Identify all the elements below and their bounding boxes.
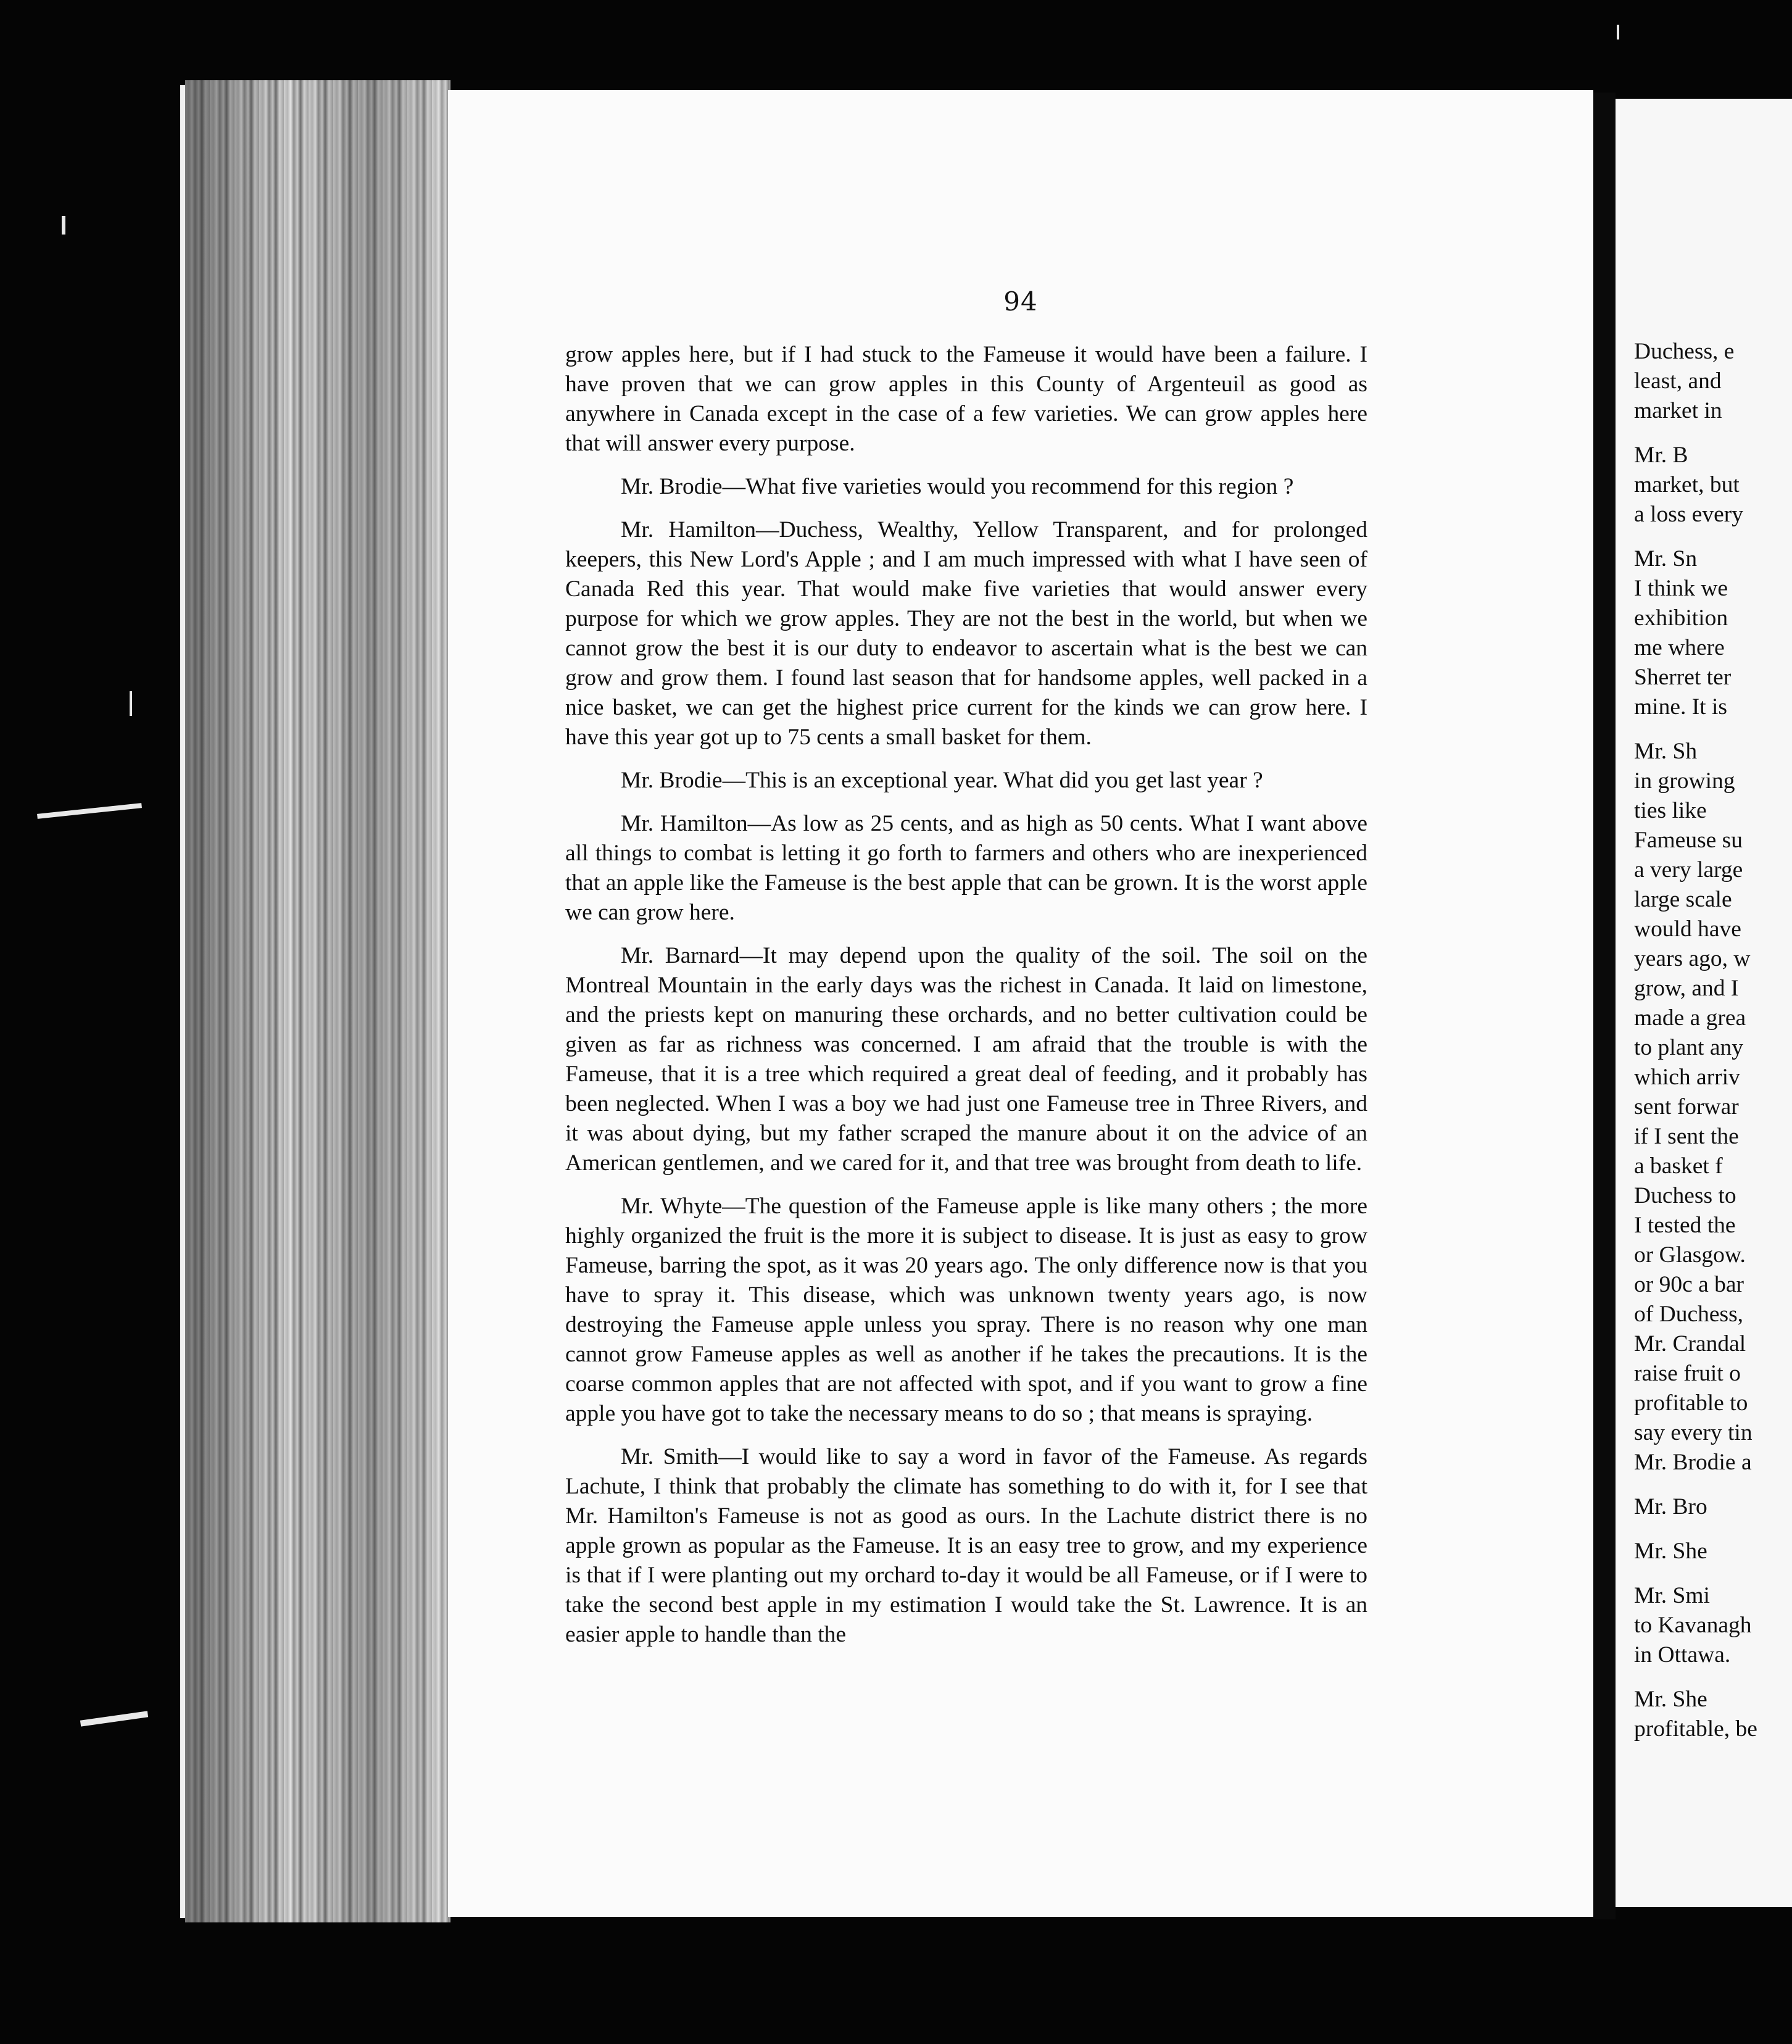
adjacent-page-line: Mr. B [1634, 442, 1688, 468]
adjacent-page-line: profitable, be [1634, 1716, 1757, 1742]
adjacent-page-line: Fameuse su [1634, 828, 1743, 853]
book-page-edges [185, 80, 450, 1922]
adjacent-page-line: to plant any [1634, 1035, 1744, 1060]
adjacent-page-line: if I sent the [1634, 1124, 1739, 1149]
adjacent-page-line: Mr. Sn [1634, 546, 1698, 571]
adjacent-page-line: a loss every [1634, 502, 1744, 527]
adjacent-page-line: Mr. Smi [1634, 1583, 1710, 1608]
adjacent-page-line: ties like [1634, 798, 1707, 823]
book-page [448, 90, 1593, 1917]
adjacent-page-line: to Kavanagh [1634, 1613, 1752, 1638]
paragraph: Mr. Whyte—The question of the Fameuse apple is like many others ; the more highly organized the fruit is the more it is subject to disease. It is just as easy to grow Fameuse, barring the spot, as it was 20 years ago. The only difference now is that you have to spray it. This disease, which was unknown twenty years ago, is now destroying the Fameuse apple unless you spray. There is no reason why one man cannot grow Fameuse apples as well as another if he takes the precautions. It is the coarse common apples that are not affected with spot, and if you want to grow a fine apple you have got to take the necessary means to do so ; that means is spraying. [565, 1194, 1367, 1426]
adjacent-page-line: sent forwar [1634, 1094, 1739, 1120]
adjacent-page-line: years ago, w [1634, 946, 1751, 971]
adjacent-page-line: exhibition [1634, 605, 1728, 631]
line-gap [1634, 722, 1792, 737]
adjacent-page-line: Mr. She [1634, 1687, 1707, 1712]
adjacent-page-line: Mr. Crandal [1634, 1331, 1746, 1356]
paragraph: Mr. Hamilton—Duchess, Wealthy, Yellow Transparent, and for prolonged keepers, this New Lord's Apple ; and I am much impressed with what I have seen of Canada Red this year. That would make five varieties that would answer every purpose for which we grow apples. They are not the best in the world, but when we cannot grow the best it is our duty to endeavor to ascertain what is the best we can grow and grow them. I found last season that for handsome apples, well packed in a nice basket, we can get the highest price current for the kinds we can grow here. I have this year got up to 75 cents a small basket for them. [565, 517, 1367, 750]
paragraph: Mr. Barnard—It may depend upon the quality of the soil. The soil on the Montreal Mountain in the early days was the richest in Canada. It laid on limestone, and the priests kept on manuring these orchards, and no better cultivation could be given as far as richness was concerned. I am afraid that the trouble is with the Fameuse, that it is a tree which required a great deal of feeding, and it probably has been neglected. When I was a boy we had just one Fameuse tree in Three Rivers, and it was about dying, but my father scraped the manure about it on the advice of an American gentlemen, and we cared for it, and that tree was brought from death to life. [565, 943, 1367, 1176]
paragraph: Mr. Hamilton—As low as 25 cents, and as high as 50 cents. What I want above all things to combat is letting it go forth to farmers and others who are inexperienced that an apple like the Fameuse is the best apple that can be grown. It is the worst apple we can grow here. [565, 811, 1367, 925]
line-gap [1634, 1670, 1792, 1685]
line-gap [1634, 1522, 1792, 1537]
adjacent-page-line: Sherret ter [1634, 665, 1732, 690]
adjacent-page-line: a very large [1634, 857, 1743, 883]
adjacent-page-line: of Duchess, [1634, 1302, 1744, 1327]
adjacent-page-line: me where [1634, 635, 1725, 660]
adjacent-page [1616, 99, 1792, 1907]
scan-speck [1617, 25, 1619, 39]
adjacent-page-line: Duchess, e [1634, 339, 1735, 364]
adjacent-page-line: would have [1634, 916, 1741, 942]
adjacent-page-line: Mr. Bro [1634, 1494, 1707, 1519]
line-gap [1634, 426, 1792, 441]
page-number: 94 [1003, 286, 1038, 317]
line-gap [1634, 530, 1792, 544]
adjacent-page-line: raise fruit o [1634, 1361, 1741, 1386]
adjacent-page-line: large scale [1634, 887, 1732, 912]
adjacent-page-line: Duchess to [1634, 1183, 1736, 1208]
paragraph: grow apples here, but if I had stuck to the Fameuse it would have been a failure. I have proven that we can grow apples in this County of Argenteuil as good as anywhere in Canada except in the case of a few varieties. We can grow apples here that will answer every purpose. [565, 342, 1367, 456]
adjacent-page-line: grow, and I [1634, 976, 1739, 1001]
adjacent-page-line: or 90c a bar [1634, 1272, 1744, 1297]
adjacent-page-line: least, and [1634, 368, 1722, 394]
scan-speck [130, 691, 132, 716]
paragraph: Mr. Brodie—This is an exceptional year. What did you get last year ? [621, 768, 1263, 793]
adjacent-page-line: mine. It is [1634, 694, 1728, 720]
adjacent-page-line: Mr. Brodie a [1634, 1450, 1752, 1475]
adjacent-page-line: I tested the [1634, 1213, 1736, 1238]
paragraph: Mr. Smith—I would like to say a word in favor of the Fameuse. As regards Lachute, I think that probably the climate has something to do with it, for I see that Mr. Hamilton's Fameuse is not as good as ours. In the Lachute district there is no apple grown as popular as the Fameuse. It is an easy tree to grow, and my experience is that if I were planting out my orchard to-day it would be all Fameuse, or if I were to take the second best apple in my estimation I would take the St. Lawrence. It is an easier apple to handle than the [565, 1444, 1367, 1647]
paragraph: Mr. Brodie—What five varieties would you recommend for this region ? [621, 474, 1294, 499]
adjacent-page-line: Mr. Sh [1634, 739, 1698, 764]
adjacent-page-line: market in [1634, 398, 1722, 423]
scan-speck [62, 216, 65, 235]
line-gap [1634, 1477, 1792, 1492]
page-body-text [565, 340, 1367, 1663]
adjacent-page-line: which arriv [1634, 1065, 1740, 1090]
adjacent-page-line: say every tin [1634, 1420, 1753, 1445]
line-gap [1634, 1566, 1792, 1581]
adjacent-page-line: or Glasgow. [1634, 1242, 1746, 1268]
gutter-shadow [1593, 93, 1616, 1919]
adjacent-page-line: made a grea [1634, 1005, 1746, 1031]
adjacent-page-text [1634, 337, 1792, 1744]
adjacent-page-line: a basket f [1634, 1153, 1723, 1179]
adjacent-page-line: in Ottawa. [1634, 1642, 1731, 1668]
scan-scratch [80, 1711, 148, 1726]
adjacent-page-line: profitable to [1634, 1390, 1748, 1416]
adjacent-page-line: Mr. She [1634, 1539, 1707, 1564]
scan-scratch [37, 803, 142, 819]
adjacent-page-line: in growing [1634, 768, 1735, 794]
adjacent-page-line: I think we [1634, 576, 1728, 601]
adjacent-page-line: market, but [1634, 472, 1740, 497]
